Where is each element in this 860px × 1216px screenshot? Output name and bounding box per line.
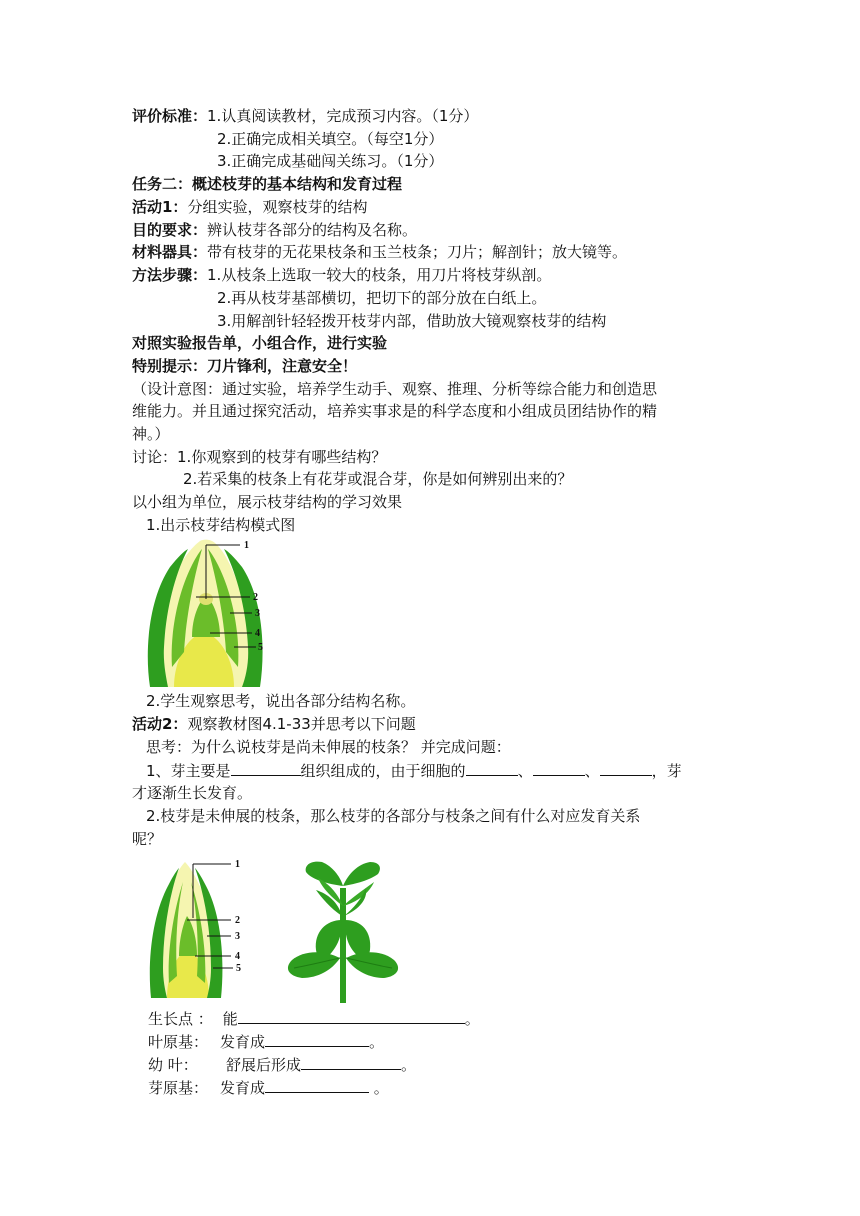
bud-primordium-label: 芽原基： (148, 1079, 209, 1097)
purpose-text: 辨认枝芽各部分的结构及名称。 (207, 221, 418, 239)
eval-item: 3.正确完成基础闯关练习。（1分） (217, 152, 444, 170)
leaf-primordium-label: 叶原基： (148, 1033, 209, 1051)
figure-number: 1 (235, 859, 240, 870)
figure-number: 4 (255, 628, 260, 639)
purpose-line (132, 219, 417, 241)
method-step: 1.从枝条上选取一较大的枝条，用刀片将枝芽纵剖。 (207, 266, 552, 284)
design-intent-line: （设计意图：通过实验，培养学生动手、观察、推理、分析等综合能力和创造思 (132, 380, 658, 398)
leaf-primordium-line (148, 1030, 384, 1053)
stem-with-leaves-illustration (282, 858, 407, 1003)
q1-sep: 、 (584, 762, 600, 780)
eval-label: 评价标准： (132, 107, 208, 125)
fill-end: 。 (464, 1010, 480, 1028)
figure-number: 5 (236, 963, 241, 974)
fill-pre: 能 (222, 1010, 238, 1028)
figure-number: 1 (244, 540, 249, 551)
figure-number: 3 (255, 608, 260, 619)
activity2-text: 观察教材图4.1-33并思考以下问题 (187, 715, 416, 733)
answer-blank[interactable] (265, 1076, 369, 1093)
figure-number: 2 (235, 915, 240, 926)
growth-point-line (148, 1007, 480, 1030)
activity2-line (132, 713, 416, 735)
answer-blank[interactable] (466, 759, 518, 776)
activity1-text: 分组实验，观察枝芽的结构 (187, 198, 368, 216)
fill-pre: 舒展后形成 (226, 1056, 302, 1074)
report-line: 对照实验报告单，小组合作，进行实验 (132, 334, 388, 352)
show-item-2: 2.学生观察思考，说出各部分结构名称。 (146, 692, 416, 710)
question-2-line-2: 呢？ (132, 830, 163, 848)
discussion-q2: 2.若采集的枝条上有花芽或混合芽，你是如何辨别出来的？ (183, 470, 573, 488)
materials-line (132, 241, 627, 263)
bud-structure-diagram (130, 537, 320, 687)
fill-end: 。 (369, 1033, 385, 1051)
method-step: 3.用解剖针轻轻拨开枝芽内部，借助放大镜观察枝芽的结构 (217, 312, 607, 330)
figure-number: 3 (235, 931, 240, 942)
eval-line-1 (132, 105, 478, 127)
figure-number: 2 (253, 592, 258, 603)
activity1-line (132, 196, 367, 218)
method-label: 方法步骤： (132, 266, 208, 284)
purpose-label: 目的要求： (132, 221, 208, 239)
design-intent-line: 维能力。并且通过探究活动，培养实事求是的科学态度和小组成员团结协作的精 (132, 402, 658, 420)
q1-prefix: 1、芽主要是 (146, 762, 231, 780)
question-1-line (146, 759, 682, 782)
design-intent-line: 神。） (132, 425, 170, 443)
fill-pre: 发育成 (220, 1079, 266, 1097)
answer-blank[interactable] (533, 759, 585, 776)
eval-item: 1.认真阅读教材，完成预习内容。（1分） (207, 107, 479, 125)
discussion-q1: 1.你观察到的枝芽有哪些结构？ (177, 448, 387, 466)
show-item-1: 1.出示枝芽结构模式图 (146, 516, 296, 534)
answer-blank[interactable] (600, 759, 652, 776)
fill-end: 。 (401, 1056, 417, 1074)
group-show-line: 以小组为单位，展示枝芽结构的学习效果 (132, 493, 403, 511)
q1-mid: 组织组成的，由于细胞的 (300, 762, 466, 780)
growth-point-label: 生长点 ： (148, 1010, 213, 1028)
q1-sep: 、 (517, 762, 533, 780)
fill-pre: 发育成 (220, 1033, 266, 1051)
materials-label: 材料器具： (132, 243, 208, 261)
answer-blank[interactable] (265, 1030, 369, 1047)
task2-title: 任务二：概述枝芽的基本结构和发育过程 (132, 175, 403, 193)
figure-number: 4 (235, 951, 240, 962)
method-line-1 (132, 264, 551, 286)
young-leaf-line (148, 1053, 416, 1076)
materials-text: 带有枝芽的无花果枝条和玉兰枝条；刀片；解剖针；放大镜等。 (207, 243, 628, 261)
eval-item: 2.正确完成相关填空。（每空1分） (217, 130, 444, 148)
method-step: 2.再从枝芽基部横切，把切下的部分放在白纸上。 (217, 289, 547, 307)
warning-line: 特别提示：刀片锋利，注意安全！ (132, 357, 358, 375)
fill-end: 。 (369, 1079, 389, 1097)
q1-sep: ，芽 (651, 762, 682, 780)
question-2-line: 2.枝芽是未伸展的枝条，那么枝芽的各部分与枝条之间有什么对应发育关系 (146, 807, 641, 825)
young-leaf-label: 幼 叶： (148, 1056, 198, 1074)
question-1-line-2: 才逐渐生长发育。 (132, 784, 253, 802)
bud-primordium-line (148, 1076, 389, 1099)
activity2-label: 活动2： (132, 715, 188, 733)
bud-structure-diagram-small (147, 858, 267, 998)
activity1-label: 活动1： (132, 198, 188, 216)
discussion-line-1 (132, 446, 386, 468)
discussion-label: 讨论： (132, 448, 178, 466)
figure-number: 5 (258, 642, 263, 653)
think-line: 思考：为什么说枝芽是尚未伸展的枝条？ 并完成问题： (146, 738, 511, 756)
answer-blank[interactable] (238, 1007, 465, 1024)
answer-blank[interactable] (301, 1053, 401, 1070)
answer-blank[interactable] (231, 759, 301, 776)
